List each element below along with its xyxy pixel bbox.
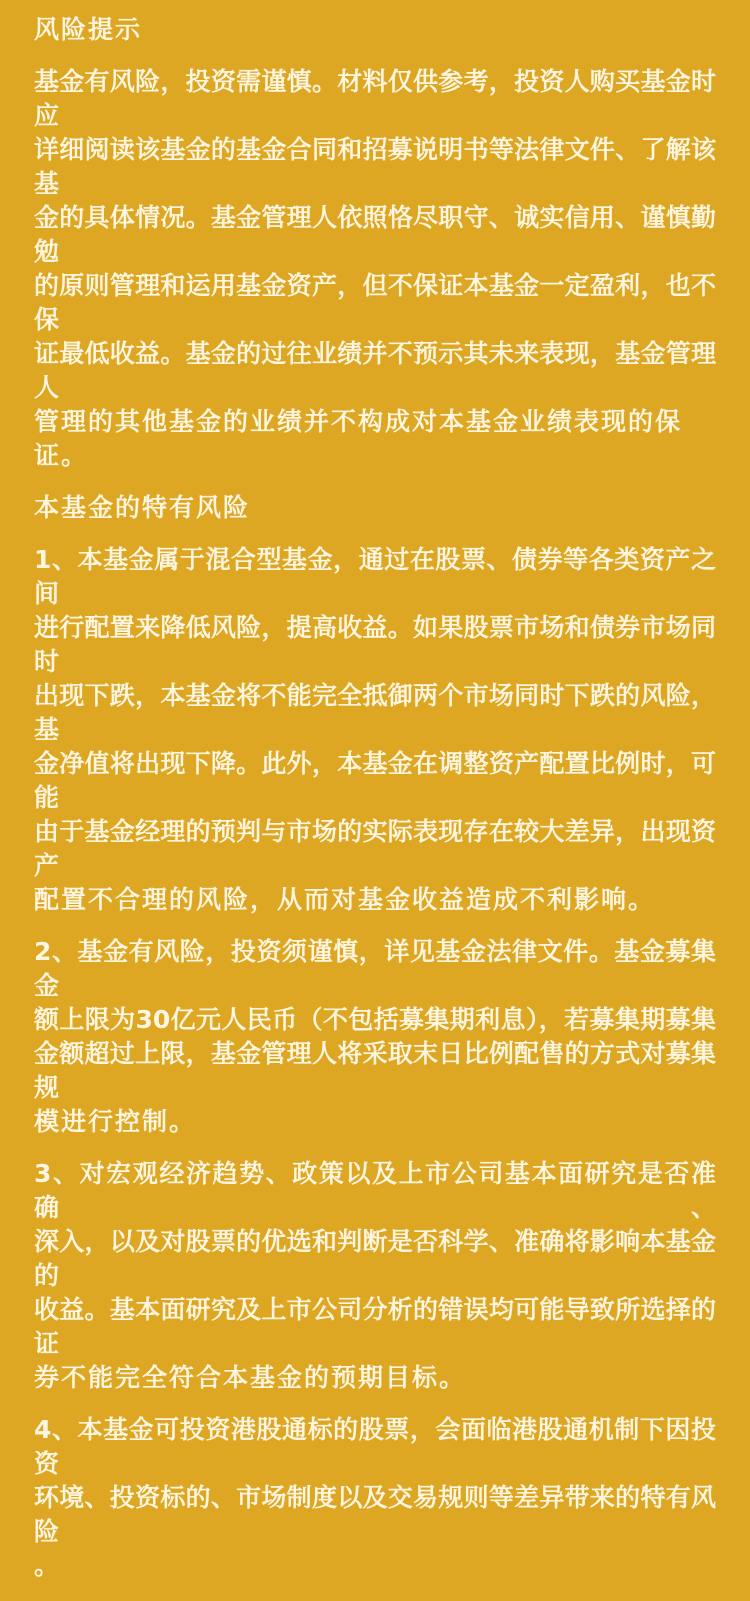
text-line: 金的具体情况。基金管理人依照恪尽职守、诚实信用、谨慎勤勉 bbox=[34, 203, 716, 266]
title-block bbox=[34, 13, 716, 47]
text-line: 证最低收益。基金的过往业绩并不预示其未来表现，基金管理人 bbox=[34, 339, 716, 402]
section-heading: 本基金的特有风险 bbox=[34, 493, 251, 522]
page-title: 风险提示 bbox=[34, 15, 143, 44]
risk-item-1 bbox=[34, 543, 716, 917]
intro-paragraph bbox=[34, 65, 716, 473]
text-line: 进行配置来降低风险，提高收益。如果股票市场和债券市场同时 bbox=[34, 613, 716, 676]
risk-item-4 bbox=[34, 1413, 716, 1583]
text-line: 3、对宏观经济趋势、政策以及上市公司基本面研究是否准确、 bbox=[34, 1159, 716, 1222]
text-line: 配置不合理的风险，从而对基金收益造成不利影响。 bbox=[34, 885, 656, 914]
text-line: 管理的其他基金的业绩并不构成对本基金业绩表现的保证。 bbox=[34, 407, 683, 470]
text-line: 券不能完全符合本基金的预期目标。 bbox=[34, 1363, 467, 1392]
text-line: 基金有风险，投资需谨慎。材料仅供参考，投资人购买基金时应 bbox=[34, 67, 716, 130]
text-line: 的原则管理和运用基金资产，但不保证本基金一定盈利，也不保 bbox=[34, 271, 716, 334]
text-line: 收益。基本面研究及上市公司分析的错误均可能导致所选择的证 bbox=[34, 1295, 716, 1358]
text-line: 金额超过上限，基金管理人将采取末日比例配售的方式对募集规 bbox=[34, 1039, 716, 1102]
text-line: 金净值将出现下降。此外，本基金在调整资产配置比例时，可能 bbox=[34, 749, 716, 812]
risk-item-3 bbox=[34, 1157, 716, 1395]
text-line: 2、基金有风险，投资须谨慎，详见基金法律文件。基金募集金 bbox=[34, 937, 716, 1000]
text-line: 由于基金经理的预判与市场的实际表现存在较大差异，出现资产 bbox=[34, 817, 716, 880]
text-line: 模进行控制。 bbox=[34, 1107, 197, 1136]
text-line: 4、本基金可投资港股通标的股票，会面临港股通机制下因投资 bbox=[34, 1415, 716, 1478]
text-line: 。 bbox=[34, 1551, 62, 1580]
text-line: 环境、投资标的、市场制度以及交易规则等差异带来的特有风险 bbox=[34, 1483, 716, 1546]
text-line: 出现下跌，本基金将不能完全抵御两个市场同时下跌的风险，基 bbox=[34, 681, 716, 744]
text-line: 额上限为30亿元人民币（不包括募集期利息），若募集期募集 bbox=[34, 1005, 716, 1034]
section-heading-block bbox=[34, 491, 716, 525]
text-line: 深入，以及对股票的优选和判断是否科学、准确将影响本基金的 bbox=[34, 1227, 716, 1290]
text-line: 1、本基金属于混合型基金，通过在股票、债券等各类资产之间 bbox=[34, 545, 716, 608]
risk-item-2 bbox=[34, 935, 716, 1139]
text-line: 详细阅读该基金的基金合同和招募说明书等法律文件、了解该基 bbox=[34, 135, 716, 198]
